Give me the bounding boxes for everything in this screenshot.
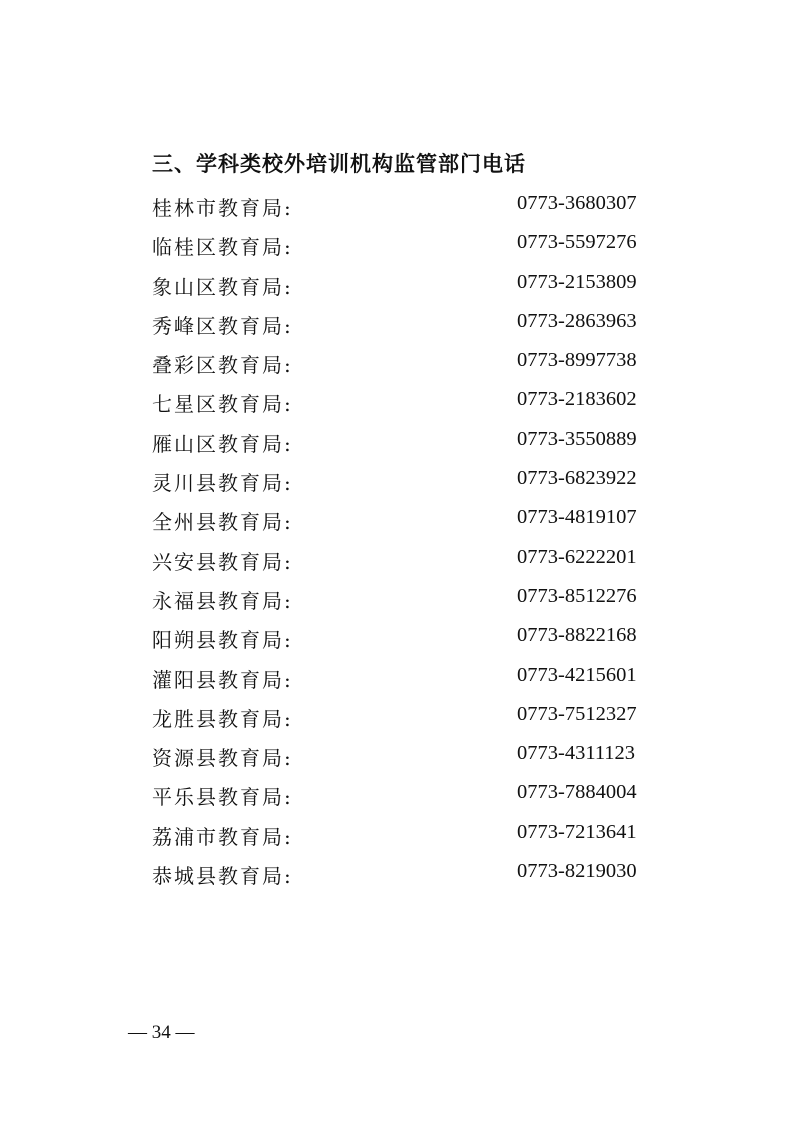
contact-row (152, 738, 652, 777)
contact-row (152, 463, 652, 502)
contact-row (152, 660, 652, 699)
contact-list (152, 188, 652, 895)
office-name: 雁山区教育局: (152, 431, 293, 456)
contact-row (152, 267, 652, 306)
office-phone: 0773-8997738 (517, 349, 637, 372)
office-name: 全州县教育局: (152, 510, 293, 535)
office-name: 秀峰区教育局: (152, 313, 293, 338)
office-phone: 0773-3550889 (517, 427, 637, 450)
office-phone: 0773-4215601 (517, 663, 637, 686)
contact-row (152, 856, 652, 895)
contact-row (152, 188, 652, 227)
office-phone: 0773-8822168 (517, 624, 637, 647)
office-name: 桂林市教育局: (152, 196, 293, 220)
office-phone: 0773-2863963 (517, 309, 637, 332)
contact-row (152, 542, 652, 581)
office-name: 永福县教育局: (152, 588, 293, 613)
office-name: 阳朔县教育局: (152, 628, 293, 653)
contact-row (152, 699, 652, 738)
contact-row (152, 424, 652, 463)
office-name: 恭城县教育局: (152, 864, 293, 889)
section-heading: 三、学科类校外培训机构监管部门电话 (152, 152, 526, 176)
office-name: 灌阳县教育局: (152, 667, 293, 692)
office-phone: 0773-4819107 (517, 506, 637, 529)
office-name: 荔浦市教育局: (152, 824, 293, 849)
contact-row (152, 306, 652, 345)
office-name: 灵川县教育局: (152, 471, 293, 496)
office-name: 象山区教育局: (152, 274, 293, 299)
office-phone: 0773-7884004 (517, 781, 637, 804)
office-phone: 0773-6222201 (517, 545, 637, 568)
office-phone: 0773-6823922 (517, 467, 637, 490)
contact-row (152, 384, 652, 423)
office-name: 七星区教育局: (152, 392, 293, 417)
office-phone: 0773-7213641 (517, 820, 637, 843)
office-phone: 0773-4311123 (517, 742, 636, 765)
office-phone: 0773-2153809 (517, 270, 637, 293)
office-name: 资源县教育局: (152, 746, 293, 771)
contact-row (152, 817, 652, 856)
contact-row (152, 620, 652, 659)
contact-row (152, 777, 652, 816)
office-name: 临桂区教育局: (152, 235, 293, 260)
office-phone: 0773-3680307 (517, 192, 637, 214)
office-phone: 0773-7512327 (517, 702, 637, 725)
office-phone: 0773-5597276 (517, 231, 637, 254)
office-name: 平乐县教育局: (152, 785, 293, 810)
contact-row (152, 502, 652, 541)
office-phone: 0773-2183602 (517, 388, 637, 411)
contact-row (152, 227, 652, 266)
office-phone: 0773-8219030 (517, 860, 637, 883)
page-number: — 34 — (128, 1022, 195, 1043)
office-phone: 0773-8512276 (517, 584, 637, 607)
office-name: 兴安县教育局: (152, 549, 293, 574)
contact-row (152, 581, 652, 620)
office-name: 叠彩区教育局: (152, 353, 293, 378)
office-name: 龙胜县教育局: (152, 706, 293, 731)
contact-row (152, 345, 652, 384)
